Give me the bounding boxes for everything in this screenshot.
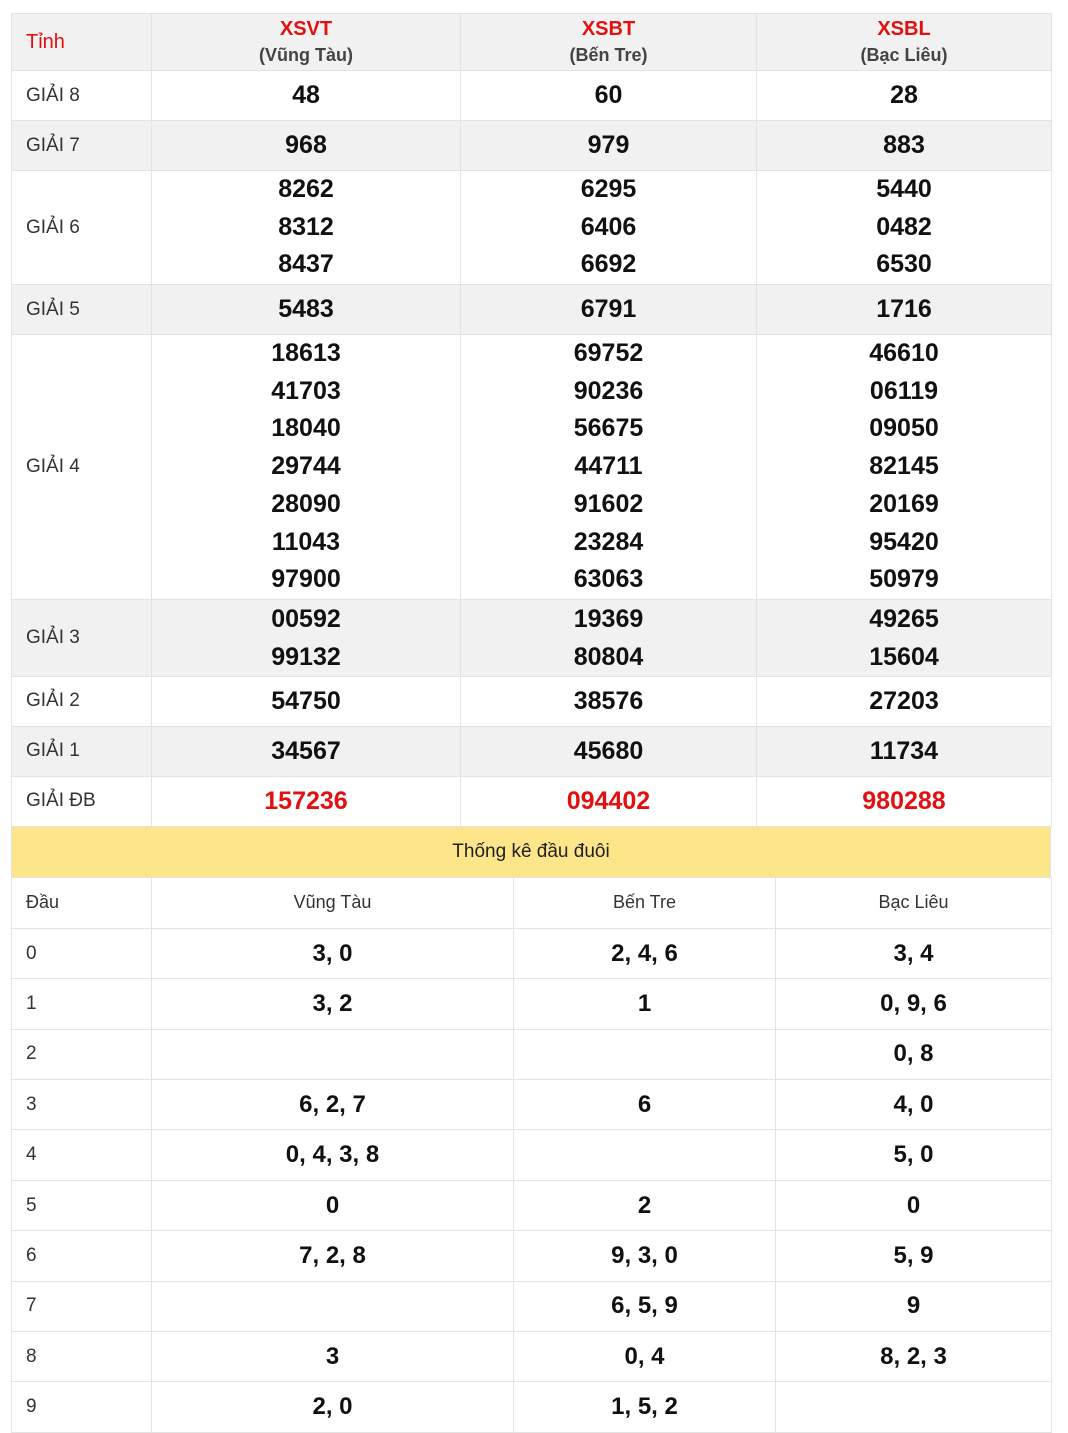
prize-row [12,776,1052,826]
prize-number: 34567 [271,736,341,765]
prize-label: GIẢI 7 [12,121,152,171]
prize-number: 6530 [876,250,932,279]
results-wrapper [11,13,1051,1433]
stats-tail-cell: 5, 0 [776,1130,1052,1180]
prize-cell [757,121,1052,171]
prize-number: 1716 [876,295,932,323]
prize-number: 80804 [573,642,644,671]
prize-number: 41703 [271,376,341,405]
province-name: (Vũng Tàu) [259,45,353,65]
prize-number: 06119 [869,376,939,405]
stats-tail-cell: 3, 4 [776,928,1052,978]
stats-row [12,1130,1052,1180]
stats-row [12,1281,1052,1331]
prize-number: 29744 [271,452,341,481]
prize-row [12,335,1052,600]
prize-label: GIẢI ĐB [12,776,152,826]
prize-number: 90236 [573,376,644,405]
stats-header-row [12,877,1052,928]
prize-row [12,71,1052,121]
prize-cell [461,285,757,335]
prize-label: GIẢI 2 [12,676,152,726]
stats-tail-cell: 3 [152,1332,514,1382]
province-header-label: Tỉnh [12,14,152,71]
prize-label: GIẢI 3 [12,599,152,676]
stats-row [12,1231,1052,1281]
stats-tail-cell: 0 [776,1180,1052,1230]
prize-number: 99132 [271,642,341,671]
province-name: (Bạc Liêu) [860,45,948,65]
prize-label: GIẢI 8 [12,71,152,121]
prize-number: 6295 [580,175,637,204]
stats-rows [12,928,1052,1432]
prize-number: 979 [587,131,630,159]
prize-number: 0482 [876,212,932,241]
stats-row [12,1382,1052,1432]
prize-number: 883 [883,131,925,159]
prize-cell [461,71,757,121]
prize-cell [152,599,461,676]
prize-number: 09050 [869,414,939,443]
stats-head-digit: 2 [12,1029,152,1079]
prize-number: 27203 [869,686,939,715]
prize-number: 82145 [869,452,939,481]
prize-cell [757,726,1052,776]
prize-number: 15604 [869,642,939,671]
prize-row [12,726,1052,776]
prize-label: GIẢI 1 [12,726,152,776]
prize-number: 56675 [573,414,644,443]
stats-head-digit: 1 [12,979,152,1029]
stats-col-bac-lieu: Bạc Liêu [776,877,1052,928]
stats-tail-cell: 2, 4, 6 [514,928,776,978]
prize-row [12,599,1052,676]
special-prize-number: 980288 [862,786,946,815]
stats-head-label: Đầu [12,877,152,928]
stats-title: Thống kê đầu đuôi [11,827,1051,877]
province-code[interactable]: XSBL [877,18,931,40]
prize-number: 28 [890,81,918,109]
prize-cell [757,171,1052,285]
prize-number: 8437 [278,250,334,279]
prize-number: 18613 [271,339,341,367]
prize-number: 8312 [278,212,334,241]
stats-row [12,1080,1052,1130]
special-prize-number: 157236 [264,786,348,815]
stats-table [11,877,1052,1433]
stats-tail-cell [514,1029,776,1079]
stats-tail-cell [514,1130,776,1180]
prize-number: 50979 [869,565,939,594]
prize-number: 5440 [876,175,932,204]
province-header-ben-tre[interactable] [461,14,757,71]
prize-cell [461,171,757,285]
prize-cell [461,599,757,676]
stats-head-digit: 3 [12,1080,152,1130]
stats-head-digit: 5 [12,1180,152,1230]
prize-cell [152,171,461,285]
stats-tail-cell: 4, 0 [776,1080,1052,1130]
stats-head-digit: 0 [12,928,152,978]
special-prize-number: 094402 [566,786,651,815]
stats-tail-cell: 2, 0 [152,1382,514,1432]
stats-tail-cell: 2 [514,1180,776,1230]
stats-tail-cell: 0, 4, 3, 8 [152,1130,514,1180]
prize-number: 20169 [869,489,939,518]
prize-number: 6791 [580,295,637,323]
prize-number: 44711 [574,452,643,481]
stats-tail-cell: 9, 3, 0 [514,1231,776,1281]
prize-cell [152,776,461,826]
prize-number: 11734 [869,736,939,765]
prize-number: 6406 [580,212,637,241]
prize-number: 5483 [278,295,334,323]
prize-number: 00592 [271,604,341,633]
stats-head-digit: 8 [12,1332,152,1382]
prize-cell [461,776,757,826]
results-header-row [12,14,1052,71]
stats-col-ben-tre: Bến Tre [514,877,776,928]
prize-number: 46610 [869,339,939,367]
prize-number: 91602 [573,489,644,518]
prize-cell [757,285,1052,335]
stats-tail-cell: 3, 2 [152,979,514,1029]
prize-number: 968 [285,131,327,159]
stats-head-digit: 9 [12,1382,152,1432]
stats-tail-cell: 3, 0 [152,928,514,978]
stats-row [12,1029,1052,1079]
prize-number: 11043 [271,527,341,556]
prize-cell [757,71,1052,121]
prize-number: 95420 [869,527,939,556]
prize-number: 63063 [573,565,644,594]
stats-tail-cell [152,1029,514,1079]
stats-row [12,1332,1052,1382]
stats-tail-cell: 6, 5, 9 [514,1281,776,1331]
stats-tail-cell: 7, 2, 8 [152,1231,514,1281]
lottery-results-table [11,13,1052,827]
prize-label: GIẢI 5 [12,285,152,335]
prize-row [12,285,1052,335]
stats-head-digit: 6 [12,1231,152,1281]
prize-cell [461,121,757,171]
prize-number: 54750 [271,686,341,715]
prize-cell [461,676,757,726]
prize-cell [461,726,757,776]
prize-cell [152,71,461,121]
province-header-vung-tau[interactable] [152,14,461,71]
stats-tail-cell: 6 [514,1080,776,1130]
stats-col-vung-tau: Vũng Tàu [152,877,514,928]
prize-number: 8262 [278,175,334,204]
prize-cell [757,599,1052,676]
prize-label: GIẢI 6 [12,171,152,285]
prize-number: 45680 [573,736,644,765]
stats-tail-cell: 1, 5, 2 [514,1382,776,1432]
stats-tail-cell [152,1281,514,1331]
prize-cell [152,121,461,171]
stats-tail-cell: 5, 9 [776,1231,1052,1281]
stats-tail-cell: 0 [152,1180,514,1230]
prize-cell [152,676,461,726]
prize-number: 28090 [271,489,341,518]
prize-cell [152,335,461,600]
stats-tail-cell: 9 [776,1281,1052,1331]
prize-number: 69752 [573,339,644,367]
prize-rows [12,71,1052,827]
prize-cell [152,285,461,335]
prize-number: 19369 [573,604,644,633]
prize-row [12,171,1052,285]
prize-number: 49265 [869,604,939,633]
stats-head-digit: 4 [12,1130,152,1180]
prize-number: 6692 [580,250,637,279]
prize-cell [757,676,1052,726]
stats-tail-cell: 8, 2, 3 [776,1332,1052,1382]
stats-row [12,979,1052,1029]
stats-row [12,928,1052,978]
prize-cell [152,726,461,776]
stats-tail-cell: 6, 2, 7 [152,1080,514,1130]
province-code[interactable]: XSBT [581,18,636,40]
province-code[interactable]: XSVT [279,18,333,40]
prize-number: 48 [292,81,320,109]
prize-cell [757,335,1052,600]
stats-tail-cell: 0, 4 [514,1332,776,1382]
prize-label: GIẢI 4 [12,335,152,600]
province-name: (Bến Tre) [569,45,648,65]
prize-number: 38576 [573,686,644,715]
prize-number: 18040 [271,414,341,443]
province-header-bac-lieu[interactable] [757,14,1052,71]
stats-tail-cell: 0, 9, 6 [776,979,1052,1029]
prize-row [12,676,1052,726]
prize-cell [757,776,1052,826]
prize-number: 60 [594,81,623,109]
prize-number: 97900 [271,565,341,594]
stats-tail-cell: 0, 8 [776,1029,1052,1079]
stats-tail-cell: 1 [514,979,776,1029]
prize-number: 23284 [573,527,644,556]
stats-row [12,1180,1052,1230]
prize-row [12,121,1052,171]
prize-cell [461,335,757,600]
stats-head-digit: 7 [12,1281,152,1331]
stats-tail-cell [776,1382,1052,1432]
